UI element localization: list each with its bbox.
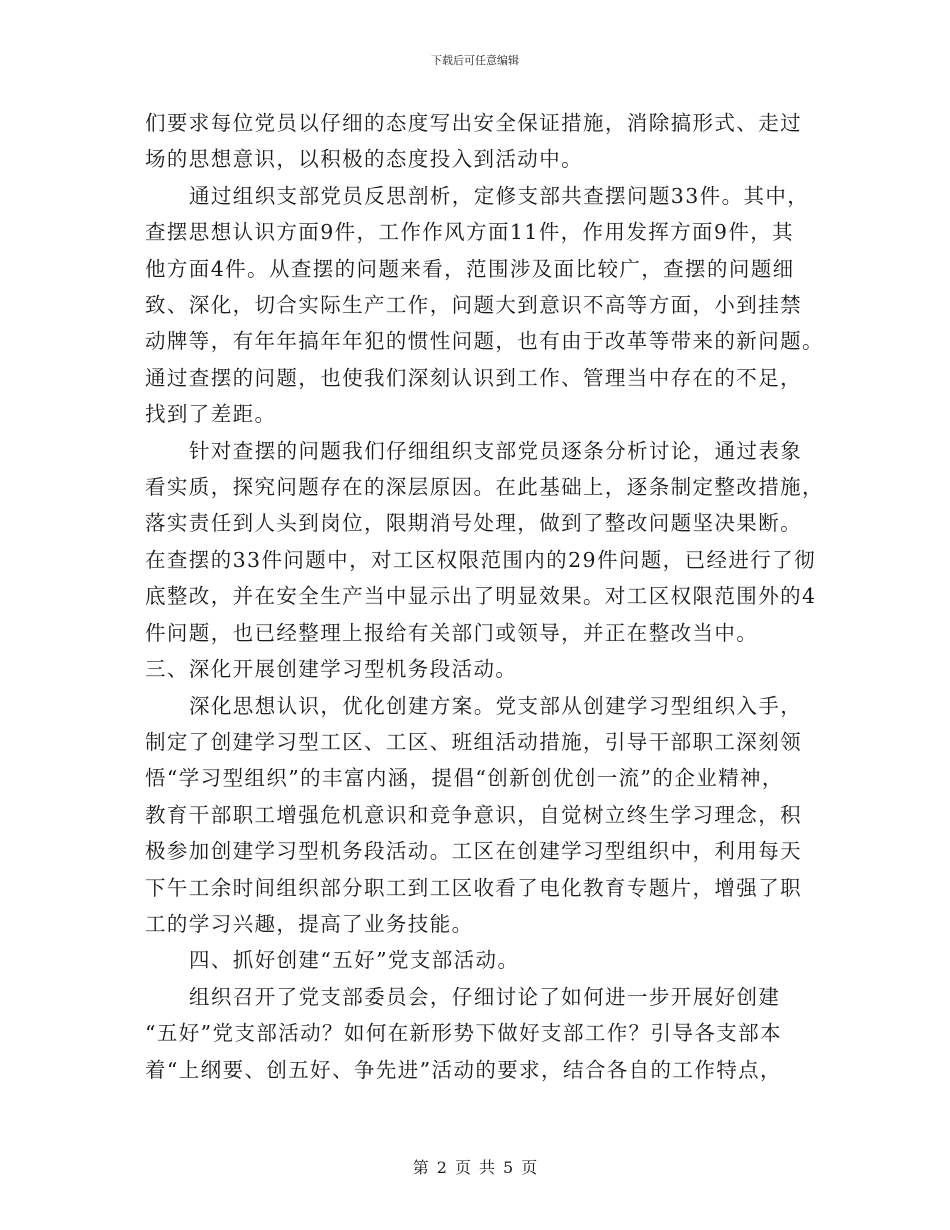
page-label: 第 — [412, 1158, 429, 1177]
text-line: 们要求每位党员以仔细的态度写出安全保证措施，消除搞形式、走过 — [145, 111, 802, 135]
page-header: 下载后可任意编辑 — [431, 54, 519, 67]
text-line: 动牌等，有年年搞年年犯的惯性问题，也有由于改革等带来的新问题。 — [145, 329, 824, 354]
text-line: 悟“学习型组织”的丰富内涵，提倡“创新创优创一流”的企业精神， — [145, 766, 784, 791]
text-line: 制定了创建学习型工区、工区、班组活动措施，引导干部职工深刻领 — [145, 729, 802, 754]
paragraph-start-line: 组织召开了党支部委员会，仔细讨论了如何进一步开展好创建 — [189, 984, 781, 1009]
total-unit: 页 — [521, 1158, 538, 1177]
section-heading: 三、深化开展创建学习型机务段活动。 — [145, 657, 518, 682]
paragraph-start-line: 针对查摆的问题我们仔细组织支部党员逐条分析讨论，通过表象 — [189, 438, 803, 463]
total-label: 共 — [479, 1158, 496, 1177]
total-pages: 5 — [503, 1158, 514, 1177]
text-line: 看实质，探究问题存在的深层原因。在此基础上，逐条制定整改措施， — [145, 475, 824, 500]
text-line: 致、深化，切合实际生产工作，问题大到意识不高等方面，小到挂禁 — [145, 293, 802, 318]
section-heading: 四、抓好创建“五好”党支部活动。 — [189, 948, 520, 973]
text-line: 底整改，并在安全生产当中显示出了明显效果。对工区权限范围外的4 — [145, 584, 817, 609]
text-line: 查摆思想认识方面9件，工作作风方面11件，作用发挥方面9件，其 — [145, 220, 795, 245]
page-unit: 页 — [454, 1158, 471, 1177]
text-line: 工的学习兴趣，提高了业务技能。 — [145, 911, 474, 936]
page-footer — [0, 1155, 950, 1178]
text-line: 件问题，也已经整理上报给有关部门或领导，并正在整改当中。 — [145, 620, 759, 645]
text-line: 教育干部职工增强危机意识和竞争意识，自觉树立终生学习理念，积 — [145, 802, 802, 827]
text-line: 他方面4件。从查摆的问题来看，范围涉及面比较广，查摆的问题细 — [145, 256, 795, 281]
paragraph-start-line: 深化思想认识，优化创建方案。党支部从创建学习型组织入手， — [189, 693, 803, 718]
document-body — [145, 105, 824, 1088]
text-line: 在查摆的33件问题中，对工区权限范围内的29件问题，已经进行了彻 — [145, 547, 816, 572]
text-line: 场的思想意识，以积极的态度投入到活动中。 — [145, 147, 583, 172]
text-line: 着“上纲要、创五好、争先进”活动的要求，结合各自的工作特点， — [145, 1057, 782, 1082]
text-line: 极参加创建学习型机务段活动。工区在创建学习型组织中，利用每天 — [145, 839, 802, 864]
page-number: 2 — [436, 1158, 447, 1177]
text-line: 下午工余时间组织部分职工到工区收看了电化教育专题片，增强了职 — [145, 875, 802, 900]
text-line: 找到了差距。 — [145, 402, 277, 427]
paragraph-start-line: 通过组织支部党员反思剖析，定修支部共查摆问题33件。其中， — [189, 183, 810, 208]
text-line: “五好”党支部活动？如何在新形势下做好支部工作？引导各支部本 — [145, 1021, 782, 1046]
text-line: 通过查摆的问题，也使我们深刻认识到工作、管理当中存在的不足， — [145, 365, 802, 390]
text-line: 落实责任到人头到岗位，限期消号处理，做到了整改问题坚决果断。 — [145, 511, 802, 536]
